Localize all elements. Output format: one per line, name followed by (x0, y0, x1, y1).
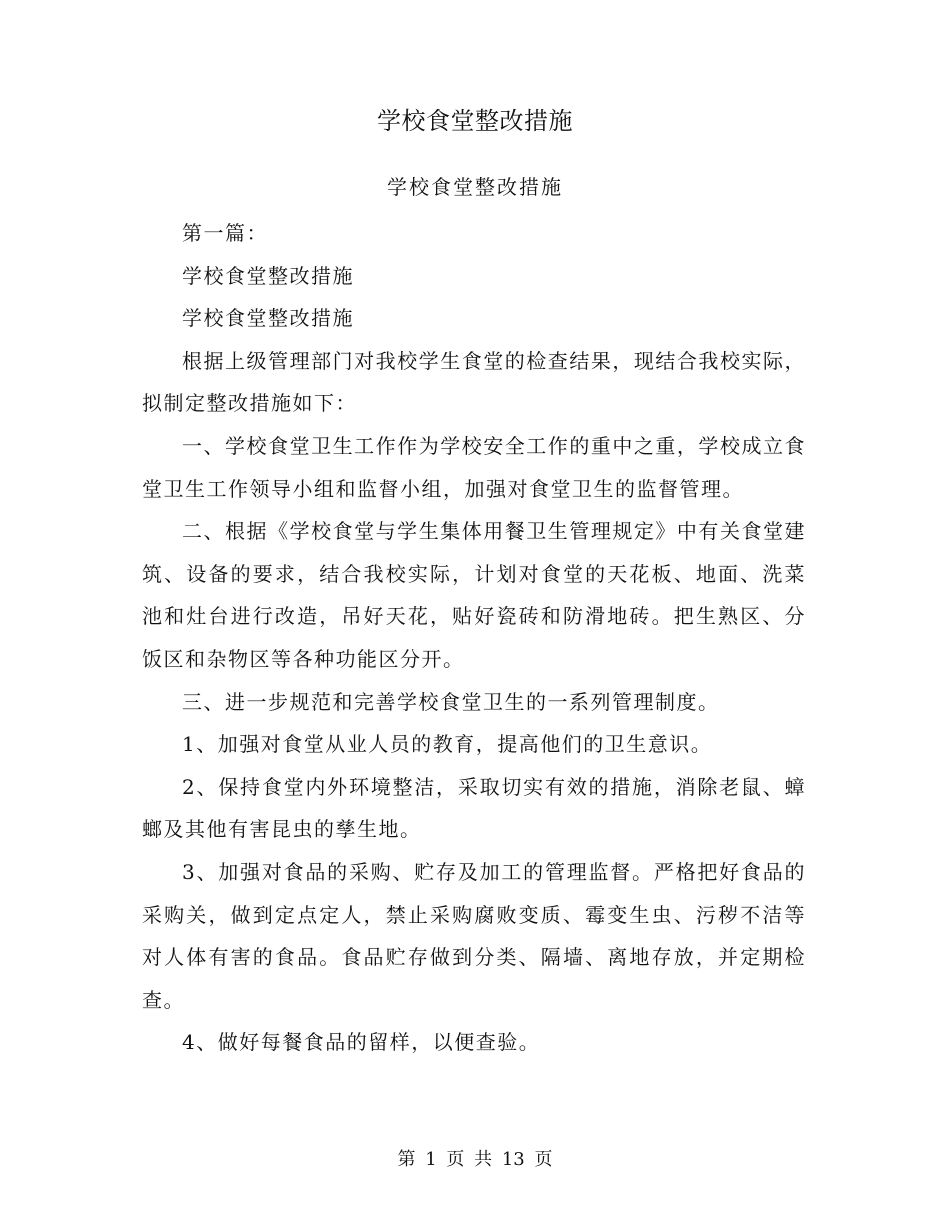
paragraph-subitem-2: 2、保持食堂内外环境整洁，采取切实有效的措施，消除老鼠、蟑螂及其他有害昆虫的孳生地。 (142, 774, 806, 842)
paragraph-part-heading: 第一篇： (182, 221, 268, 245)
paragraph-item-1: 一、学校食堂卫生工作作为学校安全工作的重中之重，学校成立食堂卫生工作领导小组和监督小组，加强对食堂卫生的监督管理。 (142, 433, 806, 501)
paragraph-section-title: 学校食堂整改措施 (182, 263, 354, 288)
paragraph-subitem-4: 4、做好每餐食品的留样，以便查验。 (182, 1030, 541, 1055)
paragraph-subitem-1: 1、加强对食堂从业人员的教育，提高他们的卫生意识。 (182, 732, 713, 757)
document-body (142, 212, 806, 1064)
paragraph-subitem-3: 3、加强对食品的采购、贮存及加工的管理监督。严格把好食品的采购关，做到定点定人，禁止采购腐败变质、霉变生虫、污秽不洁等对人体有害的食品。食品贮存做到分类、隔墙、离地存放，并定期检查。 (142, 859, 806, 1012)
paragraph-section-title-repeat: 学校食堂整改措施 (182, 306, 354, 331)
document-title: 学校食堂整改措施 (377, 107, 573, 135)
page-number-footer: 第 1 页 共 13 页 (397, 1149, 553, 1170)
paragraph-item-3: 三、进一步规范和完善学校食堂卫生的一系列管理制度。 (182, 689, 720, 714)
document-subtitle: 学校食堂整改措施 (387, 175, 563, 199)
paragraph-item-2: 二、根据《学校食堂与学生集体用餐卫生管理规定》中有关食堂建筑、设备的要求，结合我校实际，计划对食堂的天花板、地面、洗菜池和灶台进行改造，吊好天花，贴好瓷砖和防滑地砖。把生熟区、分饭区和杂物区等各种功能区分开。 (142, 519, 806, 671)
paragraph-intro: 根据上级管理部门对我校学生食堂的检查结果，现结合我校实际，拟制定整改措施如下： (142, 348, 806, 416)
